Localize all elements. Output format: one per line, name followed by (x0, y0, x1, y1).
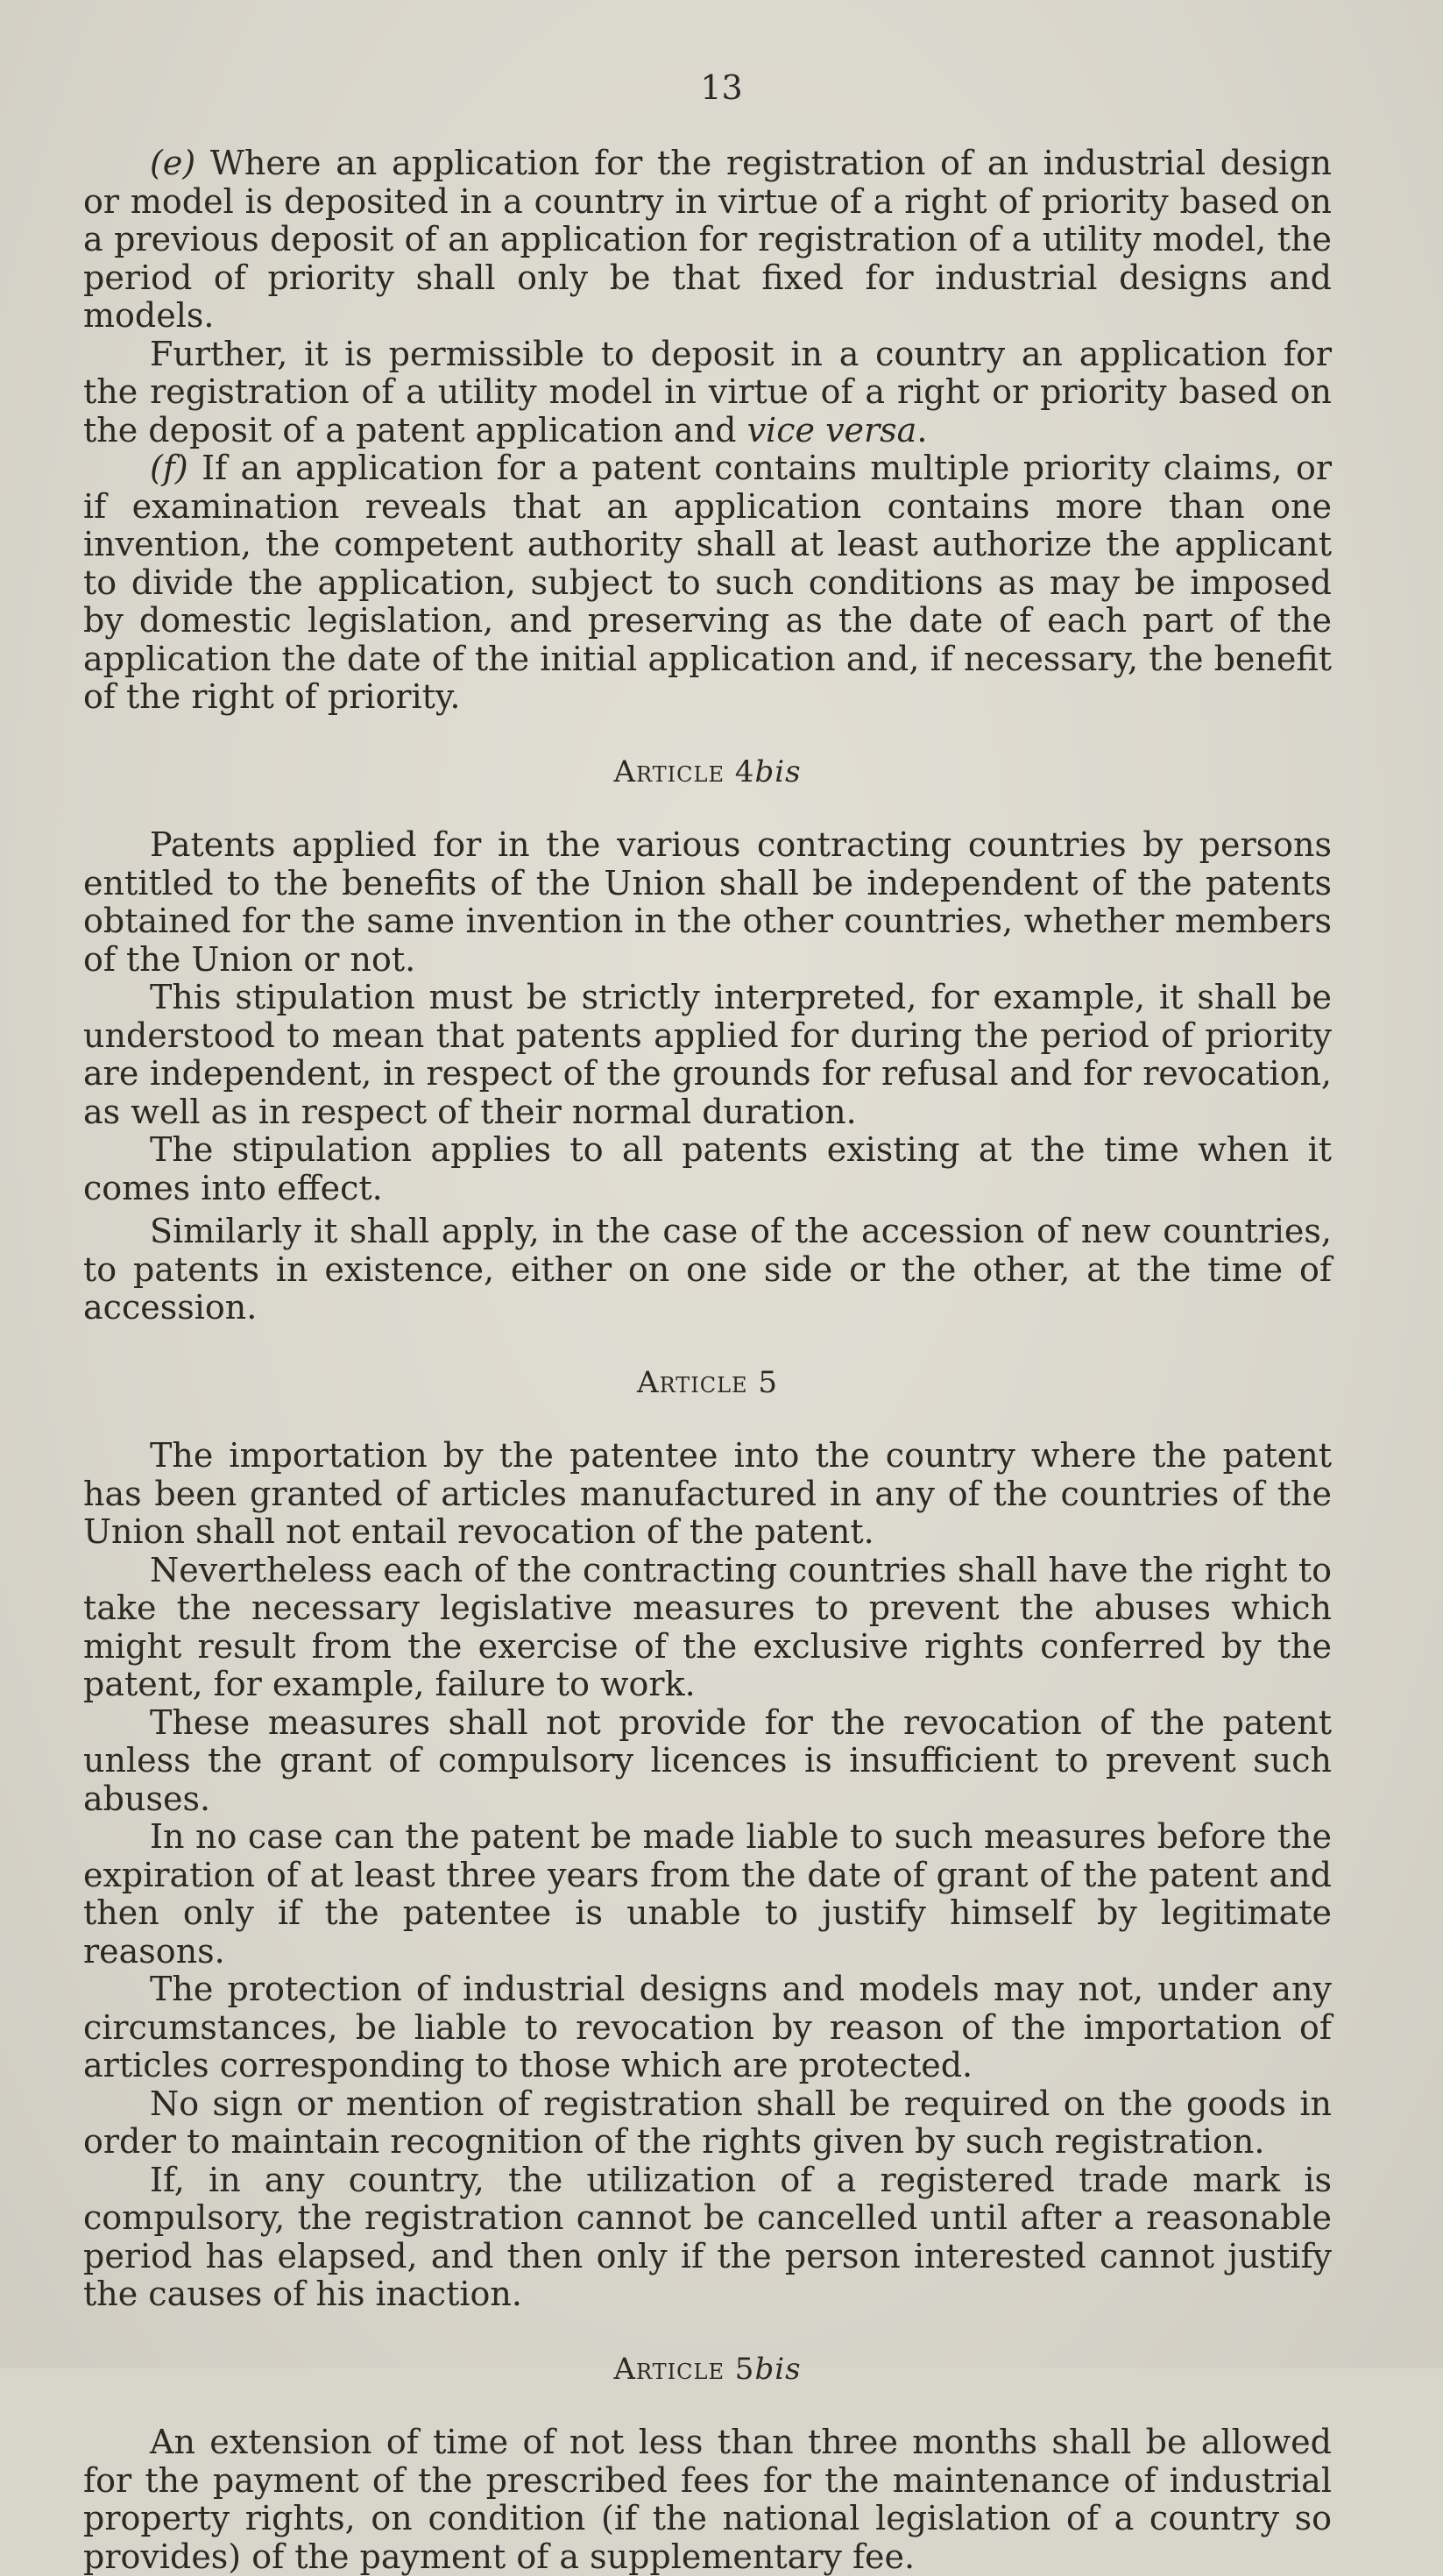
page-number: 13 (700, 68, 743, 107)
article-5-paragraph: No sign or mention of registration shall be required on the goods in order to maintain recognition of the rights given by such registration. (83, 2084, 1332, 2161)
paragraph-label: (e) (150, 144, 196, 182)
vice-versa-italic: vice versa (746, 410, 917, 449)
article-4bis-paragraph: The stipulation applies to all patents existing at the time when it comes into effect. (83, 1130, 1332, 1207)
paragraph-f-multiple-priority: (f) If an application for a patent contains multiple priority claims, or if examination reveals that an application contains more than one invention, the competent authority shall at least authorize the applicant to divide the application, subject to such conditions as may be imposed by domestic legislation, and preserving as the date of each part of the application the date of the initial application and, if necessary, the benefit of the right of priority. (83, 449, 1332, 716)
article-5-paragraph: If, in any country, the utilization of a registered trade mark is compulsory, the registration cannot be cancelled until after a reasonable period has elapsed, and then only if the person interested cannot justify the causes of his inaction. (83, 2160, 1332, 2313)
article-5-paragraph: The protection of industrial designs and models may not, under any circumstances, be liable to revocation by reason of the importation of articles corresponding to those which are protected. (83, 1970, 1332, 2084)
article-4bis-paragraph: Similarly it shall apply, in the case of the accession of new countries, to patents in existence, either on one side or the other, at the time of accession. (83, 1212, 1332, 1327)
article-4bis-heading: Article 4bis (613, 754, 802, 789)
paragraph-label: (f) (150, 449, 188, 487)
article-5-paragraph: These measures shall not provide for the revocation of the patent unless the grant of compulsory licences is insufficient to prevent such abuses. (83, 1702, 1332, 1818)
page-body (83, 145, 1332, 2576)
article-5-paragraph: The importation by the patentee into the country where the patent has been granted of articles manufactured in any of the countries of the Union shall not entail revocation of the patent. (83, 1436, 1332, 1551)
article-5-paragraph: In no case can the patent be made liable to such measures before the expiration of at least three years from the date of grant of the patent and then only if the patentee is unable to justify himself by legitimate reasons. (83, 1817, 1332, 1971)
article-5-paragraph: Nevertheless each of the contracting countries shall have the right to take the necessary legislative measures to prevent the abuses which might result from the exercise of the exclusive rights conferred by the patent, for example, failure to work. (83, 1550, 1332, 1703)
article-5-heading: Article 5 (637, 1364, 778, 1400)
article-5bis-paragraph: An extension of time of not less than three months shall be allowed for the payment of the prescribed fees for the maintenance of industrial property rights, on condition (if the national legislation of a country so provides) of the payment of a supplementary fee. (83, 2423, 1332, 2576)
paragraph-e-utility-model: Further, it is permissible to deposit in a country an application for the registration of a utility model in virtue of a right or priority based on the deposit of a patent application and vice versa. (83, 334, 1332, 449)
paragraph-e-design-priority: (e) Where an application for the registration of an industrial design or model is deposited in a country in virtue of a right of priority based on a previous deposit of an application for registration of a utility model, the period of priority shall only be that fixed for industrial designs and models. (83, 144, 1332, 335)
article-4bis-paragraph: This stipulation must be strictly interpreted, for example, it shall be understood to mean that patents applied for during the period of priority are independent, in respect of the grounds for refusal and for revocation, as well as in respect of their normal duration. (83, 978, 1332, 1131)
article-5bis-heading: Article 5bis (613, 2351, 802, 2387)
article-4bis-paragraph: Patents applied for in the various contracting countries by persons entitled to the benefits of the Union shall be independent of the patents obtained for the same invention in the other countries, whether members of the Union or not. (83, 825, 1332, 979)
